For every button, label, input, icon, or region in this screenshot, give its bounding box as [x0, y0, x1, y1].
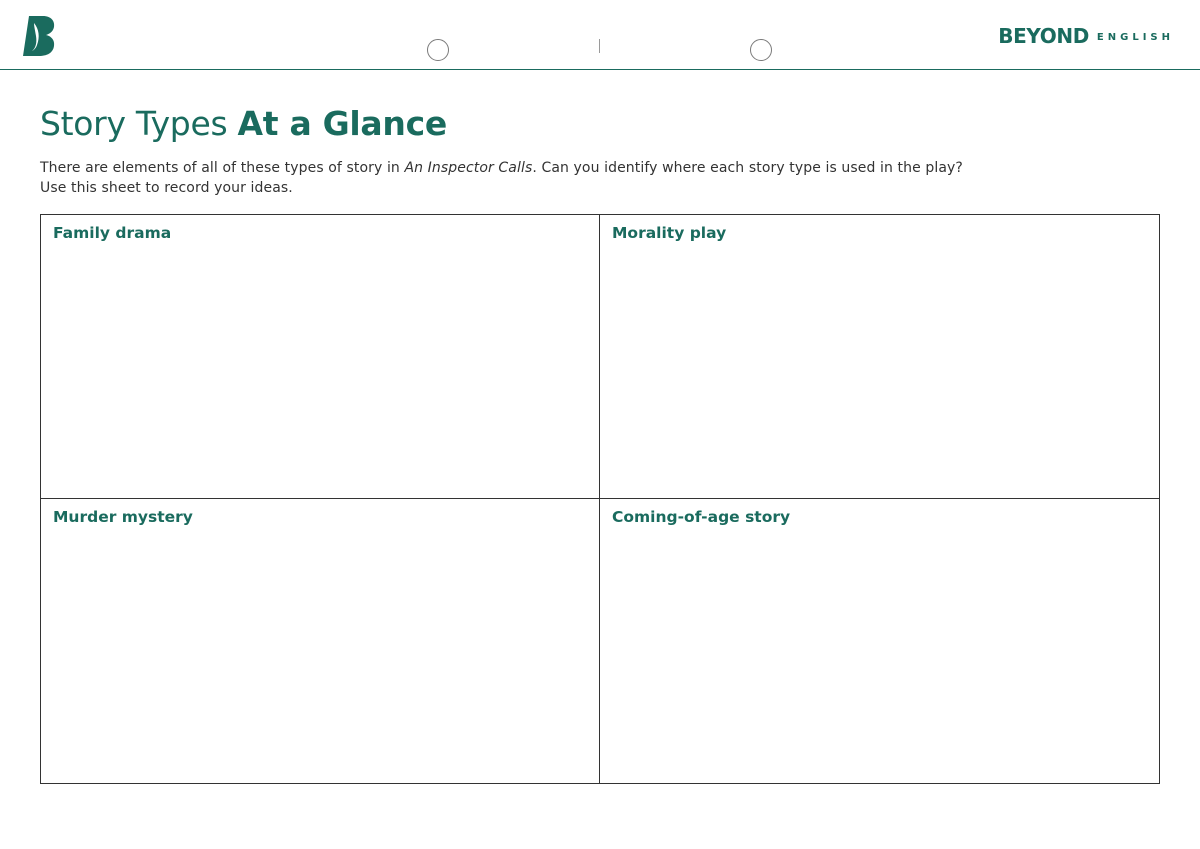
cell-murder-mystery[interactable]: [41, 499, 600, 783]
punch-hole-left: [427, 39, 449, 61]
brand-sub-text: ENGLISH: [1096, 31, 1174, 43]
cell-label: Murder mystery: [53, 508, 193, 526]
b-logo-icon: [22, 15, 56, 57]
title-regular: Story Types: [40, 104, 238, 143]
brand-main-text: BEYOND: [998, 24, 1089, 48]
cell-family-drama[interactable]: [41, 215, 600, 499]
title-bold: At a Glance: [237, 104, 447, 143]
play-title: An Inspector Calls: [404, 160, 533, 176]
brand-wordmark: [998, 24, 1174, 48]
story-types-grid: [40, 214, 1160, 784]
cell-label: Coming-of-age story: [612, 508, 791, 526]
instructions-text-before: There are elements of all of these types of story in: [40, 160, 405, 176]
punch-hole-right: [750, 39, 772, 61]
cell-morality-play[interactable]: [600, 215, 1159, 499]
instructions-line-2: Use this sheet to record your ideas.: [40, 180, 293, 196]
center-fold-mark: [599, 39, 600, 53]
cell-label: Family drama: [53, 224, 172, 242]
cell-coming-of-age-story[interactable]: [600, 499, 1159, 783]
instructions-text-after: . Can you identify where each story type is used in the play?: [532, 160, 963, 176]
instructions: [40, 158, 1160, 198]
header-divider: [0, 69, 1200, 70]
page-title: [40, 104, 447, 143]
cell-label: Morality play: [612, 224, 727, 242]
instructions-line-1: [40, 158, 1160, 178]
